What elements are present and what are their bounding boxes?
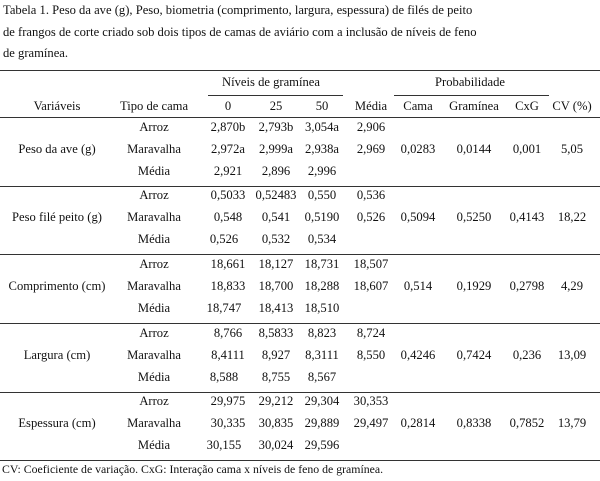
prob-graminea-value: 0,0144 <box>456 142 492 156</box>
value-nivel-25: 30,835 <box>258 416 294 430</box>
value-nivel-25: 2,999a <box>259 142 293 156</box>
value-nivel-50: 8,3111 <box>305 348 339 362</box>
section-bottom-rule <box>0 186 600 187</box>
value-nivel-0: 30,335 <box>210 416 246 430</box>
value-nivel-0: 8,4111 <box>211 348 245 362</box>
caption-line: de frangos de corte criado sob dois tipos de camas de aviário com a inclusão de níveis de feno <box>3 24 477 39</box>
value-nivel-50: 29,304 <box>304 394 340 408</box>
value-nivel-0: 0,548 <box>213 210 243 224</box>
header-media: Média <box>354 99 388 113</box>
cv-value: 4,29 <box>560 279 584 293</box>
tipo-cama-cell: Arroz <box>139 326 169 340</box>
cv-value: 13,09 <box>557 348 587 362</box>
group-rule-graminea <box>208 95 343 96</box>
value-nivel-25: 18,700 <box>258 279 294 293</box>
cv-value: 5,05 <box>560 142 584 156</box>
table-footnote: CV: Coeficiente de variação. CxG: Interação cama x níveis de feno de gramínea. <box>2 462 384 476</box>
value-media: 8,550 <box>356 348 386 362</box>
value-media: 18,607 <box>353 279 389 293</box>
value-nivel-50: 8,823 <box>307 326 337 340</box>
value-nivel-25: 8,5833 <box>258 326 294 340</box>
tipo-cama-cell: Média <box>137 301 171 315</box>
header-bottom-rule <box>0 117 600 118</box>
value-nivel-50: 8,567 <box>307 370 337 384</box>
value-nivel-50: 18,510 <box>304 301 340 315</box>
header-probabilidade: Probabilidade <box>435 75 505 89</box>
section-bottom-rule <box>0 392 600 393</box>
variable-label: Peso filé peito (g) <box>12 210 102 224</box>
value-nivel-25: 2,793b <box>258 120 294 134</box>
prob-cxg-value: 0,7852 <box>509 416 545 430</box>
value-nivel-25: 0,52483 <box>255 188 297 202</box>
prob-graminea-value: 0,7424 <box>456 348 492 362</box>
cv-value: 13,79 <box>557 416 587 430</box>
value-nivel-25: 29,212 <box>258 394 294 408</box>
header-prob-cxg: CxG <box>515 99 539 113</box>
value-nivel-50: 2,938a <box>305 142 339 156</box>
value-media: 2,906 <box>356 120 386 134</box>
table-caption <box>3 0 597 65</box>
value-nivel-50: 0,5190 <box>304 210 340 224</box>
value-nivel-25: 18,127 <box>258 257 294 271</box>
header-variaveis: Variáveis <box>33 99 81 113</box>
prob-cxg-value: 0,001 <box>512 142 542 156</box>
value-nivel-50: 18,731 <box>304 257 340 271</box>
tipo-cama-cell: Arroz <box>139 394 169 408</box>
value-media: 0,536 <box>356 188 386 202</box>
tipo-cama-cell: Média <box>137 438 171 452</box>
value-media: 2,969 <box>356 142 386 156</box>
value-nivel-0: 18,747 <box>206 301 242 315</box>
value-nivel-50: 0,534 <box>307 232 337 246</box>
section-bottom-rule <box>0 254 600 255</box>
value-nivel-25: 18,413 <box>258 301 294 315</box>
header-prob-cama: Cama <box>403 99 433 113</box>
prob-cama-value: 0,5094 <box>400 210 436 224</box>
header-nivel-50: 50 <box>315 99 329 113</box>
value-nivel-50: 2,996 <box>307 164 337 178</box>
value-media: 30,353 <box>353 394 389 408</box>
tipo-cama-cell: Maravalha <box>127 210 181 224</box>
prob-cxg-value: 0,236 <box>512 348 542 362</box>
section-bottom-rule <box>0 460 600 461</box>
prob-graminea-value: 0,5250 <box>456 210 492 224</box>
value-media: 18,507 <box>353 257 389 271</box>
value-nivel-0: 8,766 <box>213 326 243 340</box>
value-nivel-25: 30,024 <box>258 438 294 452</box>
value-nivel-50: 29,596 <box>304 438 340 452</box>
value-nivel-25: 0,532 <box>261 232 291 246</box>
cv-value: 18,22 <box>557 210 587 224</box>
tipo-cama-cell: Média <box>137 164 171 178</box>
value-nivel-50: 18,288 <box>304 279 340 293</box>
value-nivel-25: 0,541 <box>261 210 291 224</box>
variable-label: Espessura (cm) <box>18 416 96 430</box>
variable-label: Largura (cm) <box>23 348 91 362</box>
tipo-cama-cell: Média <box>137 232 171 246</box>
value-nivel-25: 8,755 <box>261 370 291 384</box>
prob-cama-value: 0,4246 <box>400 348 436 362</box>
value-nivel-0: 30,155 <box>206 438 242 452</box>
caption-line: Tabela 1. Peso da ave (g), Peso, biometria (comprimento, largura, espessura) de filés de peito <box>3 3 473 17</box>
tipo-cama-cell: Arroz <box>139 188 169 202</box>
value-nivel-0: 2,921 <box>213 164 243 178</box>
header-tipo-cama: Tipo de cama <box>119 99 189 113</box>
prob-graminea-value: 0,8338 <box>456 416 492 430</box>
prob-cama-value: 0,0283 <box>400 142 436 156</box>
tipo-cama-cell: Arroz <box>139 257 169 271</box>
prob-cama-value: 0,2814 <box>400 416 436 430</box>
value-nivel-0: 18,833 <box>210 279 246 293</box>
value-nivel-0: 8,588 <box>209 370 239 384</box>
value-nivel-50: 29,889 <box>304 416 340 430</box>
tipo-cama-cell: Maravalha <box>127 348 181 362</box>
value-media: 29,497 <box>353 416 389 430</box>
header-cv: CV (%) <box>552 99 592 113</box>
prob-cxg-value: 0,4143 <box>509 210 545 224</box>
variable-label: Peso da ave (g) <box>18 142 96 156</box>
value-nivel-25: 8,927 <box>261 348 291 362</box>
caption-line: de gramínea. <box>3 46 69 60</box>
value-nivel-0: 0,5033 <box>210 188 246 202</box>
tipo-cama-cell: Média <box>137 370 171 384</box>
tipo-cama-cell: Maravalha <box>127 279 181 293</box>
value-nivel-0: 2,972a <box>211 142 245 156</box>
header-niveis-graminea: Níveis de gramínea <box>222 75 320 89</box>
header-prob-graminea: Gramínea <box>449 99 499 113</box>
value-nivel-0: 29,975 <box>210 394 246 408</box>
value-nivel-0: 0,526 <box>209 232 239 246</box>
header-nivel-0: 0 <box>224 99 232 113</box>
value-nivel-0: 18,661 <box>210 257 246 271</box>
value-nivel-0: 2,870b <box>210 120 246 134</box>
prob-cxg-value: 0,2798 <box>509 279 545 293</box>
prob-graminea-value: 0,1929 <box>456 279 492 293</box>
value-nivel-25: 2,896 <box>261 164 291 178</box>
value-nivel-50: 0,550 <box>307 188 337 202</box>
value-media: 0,526 <box>356 210 386 224</box>
group-rule-probabilidade <box>394 95 549 96</box>
tipo-cama-cell: Maravalha <box>127 416 181 430</box>
tipo-cama-cell: Maravalha <box>127 142 181 156</box>
value-media: 8,724 <box>356 326 386 340</box>
tipo-cama-cell: Arroz <box>139 120 169 134</box>
table-top-rule <box>0 70 600 71</box>
section-bottom-rule <box>0 323 600 324</box>
value-nivel-50: 3,054a <box>305 120 339 134</box>
prob-cama-value: 0,514 <box>403 279 433 293</box>
variable-label: Comprimento (cm) <box>8 279 106 293</box>
header-nivel-25: 25 <box>269 99 283 113</box>
